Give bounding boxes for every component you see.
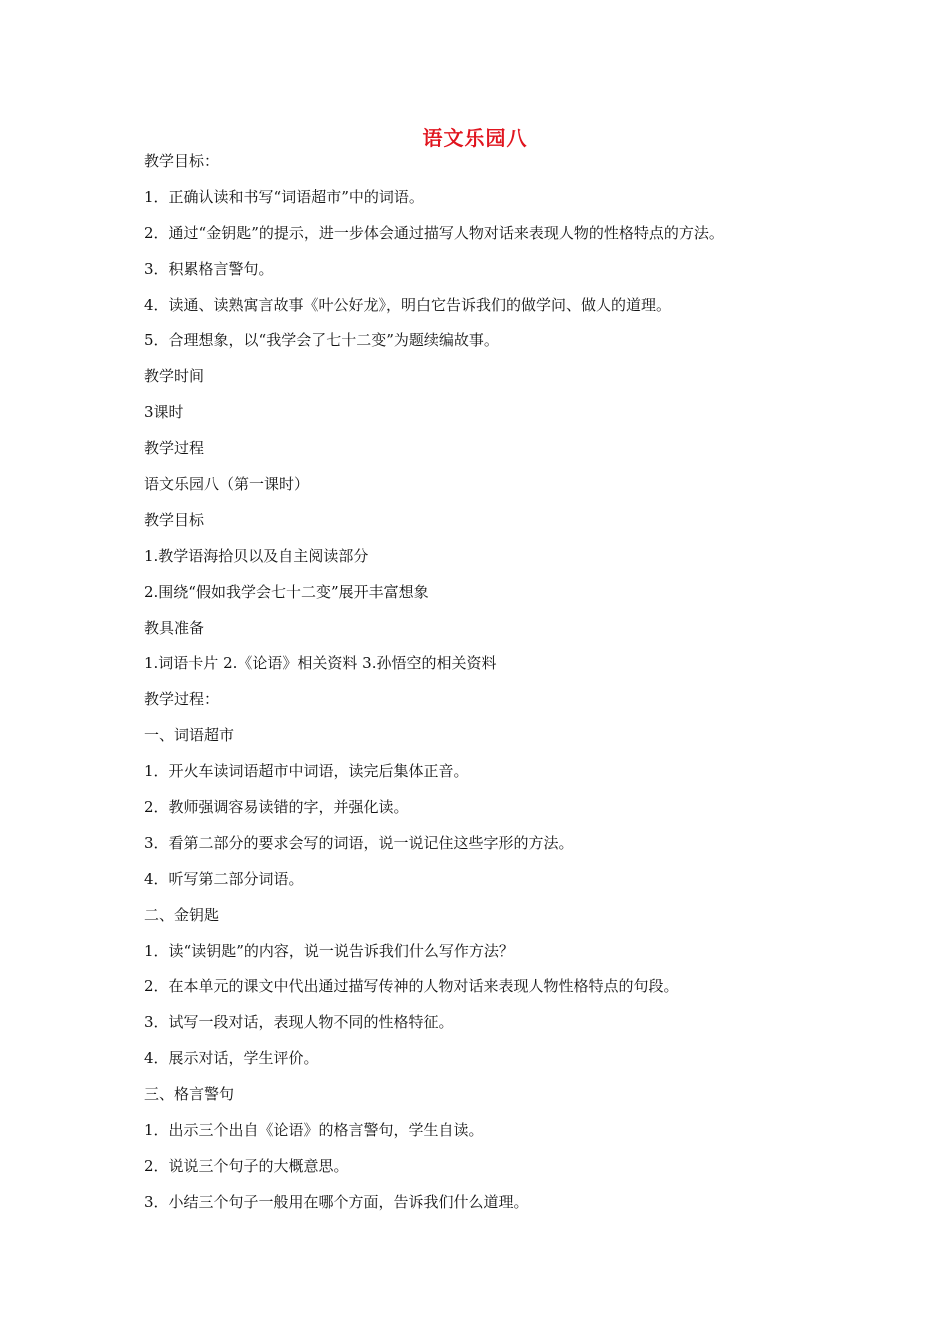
text-line: 教学过程： <box>144 690 220 709</box>
document-body <box>144 150 844 1227</box>
text-line: 5．合理想象，以“我学会了七十二变”为题续编故事。 <box>144 331 499 350</box>
text-line: 2．在本单元的课文中代出通过描写传神的人物对话来表现人物性格特点的句段。 <box>144 977 679 996</box>
text-line: 教学时间 <box>144 367 205 386</box>
document-title: 语文乐园八 <box>422 126 528 150</box>
text-line: 教学过程 <box>144 439 205 458</box>
text-line: 二、金钥匙 <box>144 905 220 924</box>
text-line: 一、词语超市 <box>144 726 235 745</box>
text-line: 三、格言警句 <box>144 1085 235 1104</box>
text-line: 教学目标 <box>144 510 205 529</box>
text-line: 3．小结三个句子一般用在哪个方面，告诉我们什么道理。 <box>144 1192 529 1211</box>
text-line: 2.围绕“假如我学会七十二变”展开丰富想象 <box>144 582 429 601</box>
text-line: 4．听写第二部分词语。 <box>144 869 304 888</box>
text-line: 教具准备 <box>144 618 205 637</box>
text-line: 3．试写一段对话，表现人物不同的性格特征。 <box>144 1013 454 1032</box>
text-line: 1．读“读钥匙”的内容，说一说告诉我们什么写作方法？ <box>144 941 514 960</box>
text-line: 3．看第二部分的要求会写的词语，说一说记住这些字形的方法。 <box>144 833 574 852</box>
text-line: 3．积累格言警句。 <box>144 259 274 278</box>
text-line: 2．通过“金钥匙”的提示，进一步体会通过描写人物对话来表现人物的性格特点的方法。 <box>144 223 724 242</box>
text-line: 1．正确认读和书写“词语超市”中的词语。 <box>144 187 424 206</box>
text-line: 教学目标： <box>144 152 220 170</box>
text-line: 4．读通、读熟寓言故事《叶公好龙》，明白它告诉我们的做学问、做人的道理。 <box>144 295 672 314</box>
text-line: 3课时 <box>144 403 184 422</box>
text-line: 语文乐园八（第一课时） <box>144 475 310 494</box>
text-line: 1．出示三个出自《论语》的格言警句，学生自读。 <box>144 1121 484 1140</box>
text-line: 4．展示对话，学生评价。 <box>144 1049 319 1068</box>
text-line: 1．开火车读词语超市中词语，读完后集体正音。 <box>144 762 469 781</box>
text-line: 1.教学语海拾贝以及自主阅读部分 <box>144 546 369 565</box>
text-line: 1.词语卡片 2.《论语》相关资料 3.孙悟空的相关资料 <box>144 654 497 673</box>
text-line: 2．教师强调容易读错的字，并强化读。 <box>144 798 409 817</box>
text-line: 2．说说三个句子的大概意思。 <box>144 1156 349 1175</box>
